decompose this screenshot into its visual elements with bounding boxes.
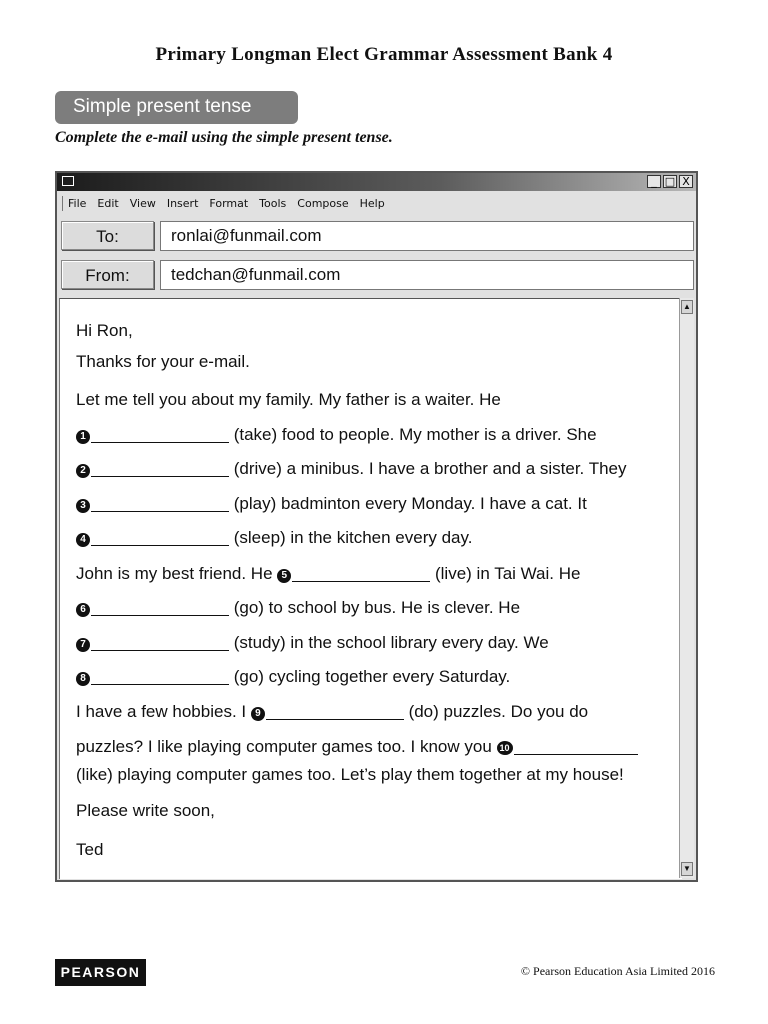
topic-badge: Simple present tense xyxy=(55,91,298,124)
question-1 xyxy=(76,425,597,445)
number-badge: 4 xyxy=(76,533,90,547)
from-field[interactable]: tedchan@funmail.com xyxy=(160,260,694,290)
envelope-icon xyxy=(62,176,74,186)
answer-blank-9[interactable] xyxy=(266,704,404,720)
question-7 xyxy=(76,633,549,653)
number-badge: 7 xyxy=(76,638,90,652)
to-button[interactable]: To: xyxy=(61,221,154,250)
vertical-scrollbar[interactable] xyxy=(679,298,694,878)
question-text: (sleep) in the kitchen every day. xyxy=(229,528,473,547)
number-badge: 1 xyxy=(76,430,90,444)
menu-item-tools[interactable]: Tools xyxy=(259,197,287,210)
question-2 xyxy=(76,459,627,479)
minimize-button[interactable]: _ xyxy=(647,175,661,188)
number-badge: 6 xyxy=(76,603,90,617)
from-button[interactable]: From: xyxy=(61,260,154,289)
number-badge: 8 xyxy=(76,672,90,686)
email-line-intro: Let me tell you about my family. My father is a waiter. He xyxy=(76,390,501,409)
question-4 xyxy=(76,528,472,548)
answer-blank-2[interactable] xyxy=(91,461,229,477)
question-text: puzzles? I like playing computer games too. I know you xyxy=(76,737,497,756)
question-text: I have a few hobbies. I xyxy=(76,702,251,721)
menu-item-help[interactable]: Help xyxy=(359,197,385,210)
question-9 xyxy=(76,702,588,722)
close-button[interactable]: X xyxy=(679,175,693,188)
question-3 xyxy=(76,494,587,514)
menu-item-file[interactable]: File xyxy=(68,197,87,210)
title-bar xyxy=(57,173,696,191)
instruction-text: Complete the e-mail using the simple present tense. xyxy=(55,129,393,146)
question-5 xyxy=(76,564,580,584)
maximize-button[interactable]: □ xyxy=(664,175,676,188)
number-badge: 9 xyxy=(251,707,265,721)
copyright-text: © Pearson Education Asia Limited 2016 xyxy=(520,964,715,978)
question-text: (take) food to people. My mother is a driver. She xyxy=(229,425,597,444)
question-6 xyxy=(76,598,520,618)
email-line-like: (like) playing computer games too. Let’s play them together at my house! xyxy=(76,765,624,784)
number-badge: 2 xyxy=(76,464,90,478)
menu-item-format[interactable]: Format xyxy=(209,197,249,210)
email-closing: Please write soon, xyxy=(76,801,215,820)
question-text: (live) in Tai Wai. He xyxy=(430,564,581,583)
number-badge: 10 xyxy=(497,741,513,755)
answer-blank-7[interactable] xyxy=(91,635,229,651)
menu-item-view[interactable]: View xyxy=(129,197,156,210)
menu-bar xyxy=(57,193,696,215)
menu-item-edit[interactable]: Edit xyxy=(97,197,119,210)
to-field[interactable]: ronlai@funmail.com xyxy=(160,221,694,251)
question-text: (go) cycling together every Saturday. xyxy=(229,667,511,686)
email-body[interactable] xyxy=(59,298,682,879)
answer-blank-1[interactable] xyxy=(91,427,229,443)
answer-blank-6[interactable] xyxy=(91,600,229,616)
number-badge: 3 xyxy=(76,499,90,513)
answer-blank-5[interactable] xyxy=(292,566,430,582)
scroll-up-icon[interactable]: ▲ xyxy=(681,300,693,314)
answer-blank-8[interactable] xyxy=(91,669,229,685)
question-text: (go) to school by bus. He is clever. He xyxy=(229,598,521,617)
answer-blank-10[interactable] xyxy=(514,739,638,755)
number-badge: 5 xyxy=(277,569,291,583)
question-10 xyxy=(76,737,638,757)
answer-blank-3[interactable] xyxy=(91,496,229,512)
email-signature: Ted xyxy=(76,840,104,859)
menu-separator xyxy=(62,196,63,211)
question-text: (do) puzzles. Do you do xyxy=(403,702,589,721)
scroll-down-icon[interactable]: ▼ xyxy=(681,862,693,876)
page-title: Primary Longman Elect Grammar Assessment Bank 4 xyxy=(155,44,613,65)
email-thanks: Thanks for your e-mail. xyxy=(76,352,250,371)
question-text: John is my best friend. He xyxy=(76,564,278,583)
email-greeting: Hi Ron, xyxy=(76,321,133,340)
menu-item-insert[interactable]: Insert xyxy=(166,197,199,210)
publisher-logo: PEARSON xyxy=(55,959,146,986)
window-controls xyxy=(647,175,693,188)
question-text: (study) in the school library every day. We xyxy=(229,633,549,652)
answer-blank-4[interactable] xyxy=(91,530,229,546)
question-text: (drive) a minibus. I have a brother and a sister. They xyxy=(229,459,627,478)
question-text: (play) badminton every Monday. I have a cat. It xyxy=(229,494,587,513)
question-8 xyxy=(76,667,510,687)
menu-item-compose[interactable]: Compose xyxy=(297,197,349,210)
